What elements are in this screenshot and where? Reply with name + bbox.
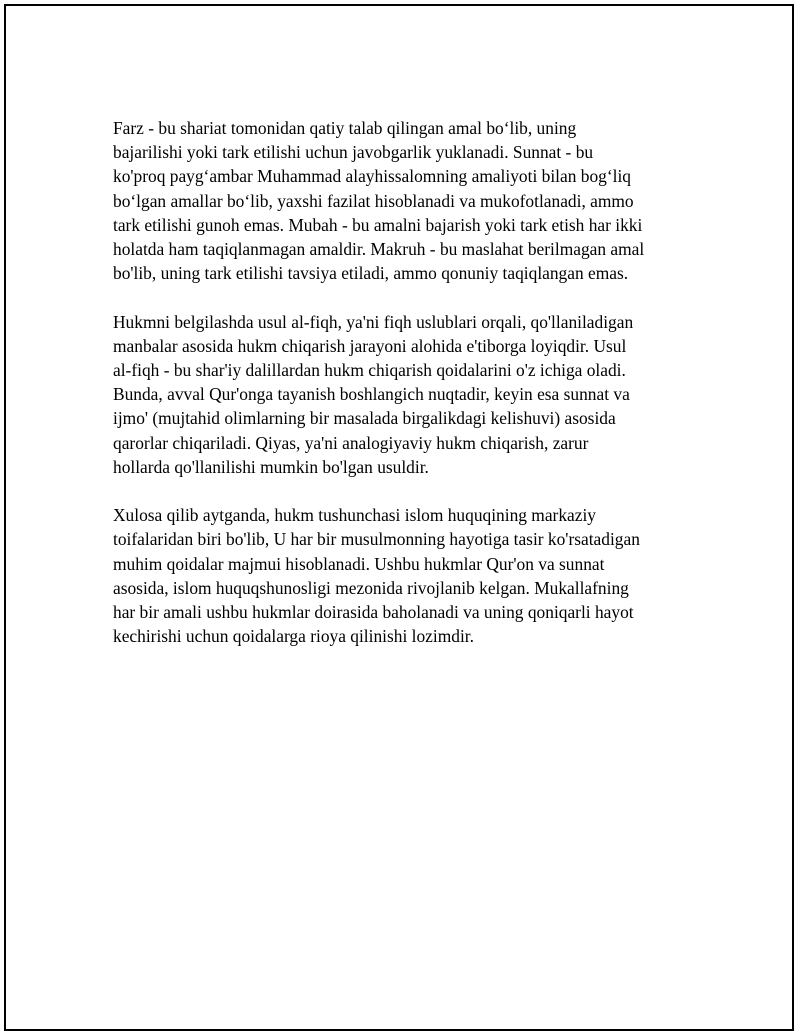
text-line: ko'proq payg‘ambar Muhammad alayhissalomning amaliyoti bilan bog‘liq <box>113 166 631 187</box>
paragraph-farz-sunnat-mubah-makruh <box>113 116 693 285</box>
text-line: al-fiqh - bu shar'iy dalillardan hukm chiqarish qoidalarini o'z ichiga oladi. <box>113 360 626 381</box>
text-line: toifalaridan biri bo'lib, U har bir musulmonning hayotiga tasir ko'rsatadigan <box>113 529 640 550</box>
text-line: bajarilishi yoki tark etilishi uchun javobgarlik yuklanadi. Sunnat - bu <box>113 142 594 163</box>
text-line: Farz - bu shariat tomonidan qatiy talab qilingan amal bo‘lib, uning <box>113 118 577 138</box>
text-line: holatda ham taqiqlanmagan amaldir. Makruh - bu maslahat berilmagan amal <box>113 239 645 260</box>
text-line: tark etilishi gunoh emas. Mubah - bu amalni bajarish yoki tark etish har ikki <box>113 214 643 235</box>
paragraph-xulosa <box>113 503 693 648</box>
text-line: kechirishi uchun qoidalarga rioya qilinishi lozimdir. <box>113 626 474 647</box>
text-line: bo‘lgan amallar bo‘lib, yaxshi fazilat hisoblanadi va mukofotlanadi, ammo <box>113 190 634 211</box>
text-line: bo'lib, uning tark etilishi tavsiya etiladi, ammo qonuniy taqiqlangan emas. <box>113 263 629 284</box>
text-line: Bunda, avval Qur'onga tayanish boshlangich nuqtadir, keyin esa sunnat va <box>113 384 630 405</box>
text-line: qarorlar chiqariladi. Qiyas, ya'ni analogiyaviy hukm chiqarish, zarur <box>113 432 589 453</box>
text-line: ijmo' (mujtahid olimlarning bir masalada birgalikdagi kelishuvi) asosida <box>113 408 616 429</box>
paragraph-usul-al-fiqh <box>113 310 693 479</box>
text-line: Hukmni belgilashda usul al-fiqh, ya'ni fiqh uslublari orqali, qo'llaniladigan <box>113 311 634 332</box>
document-body <box>113 116 693 673</box>
text-line: hollarda qo'llanilishi mumkin bo'lgan usuldir. <box>113 456 429 477</box>
text-line: Xulosa qilib aytganda, hukm tushunchasi islom huquqining markaziy <box>113 505 597 526</box>
text-line: har bir amali ushbu hukmlar doirasida baholanadi va uning qoniqarli hayot <box>113 602 634 623</box>
text-line: muhim qoidalar majmui hisoblanadi. Ushbu hukmlar Qur'on va sunnat <box>113 553 605 574</box>
text-line: manbalar asosida hukm chiqarish jarayoni alohida e'tiborga loyiqdir. Usul <box>113 335 627 356</box>
text-line: asosida, islom huquqshunosligi mezonida rivojlanib kelgan. Mukallafning <box>113 577 629 598</box>
